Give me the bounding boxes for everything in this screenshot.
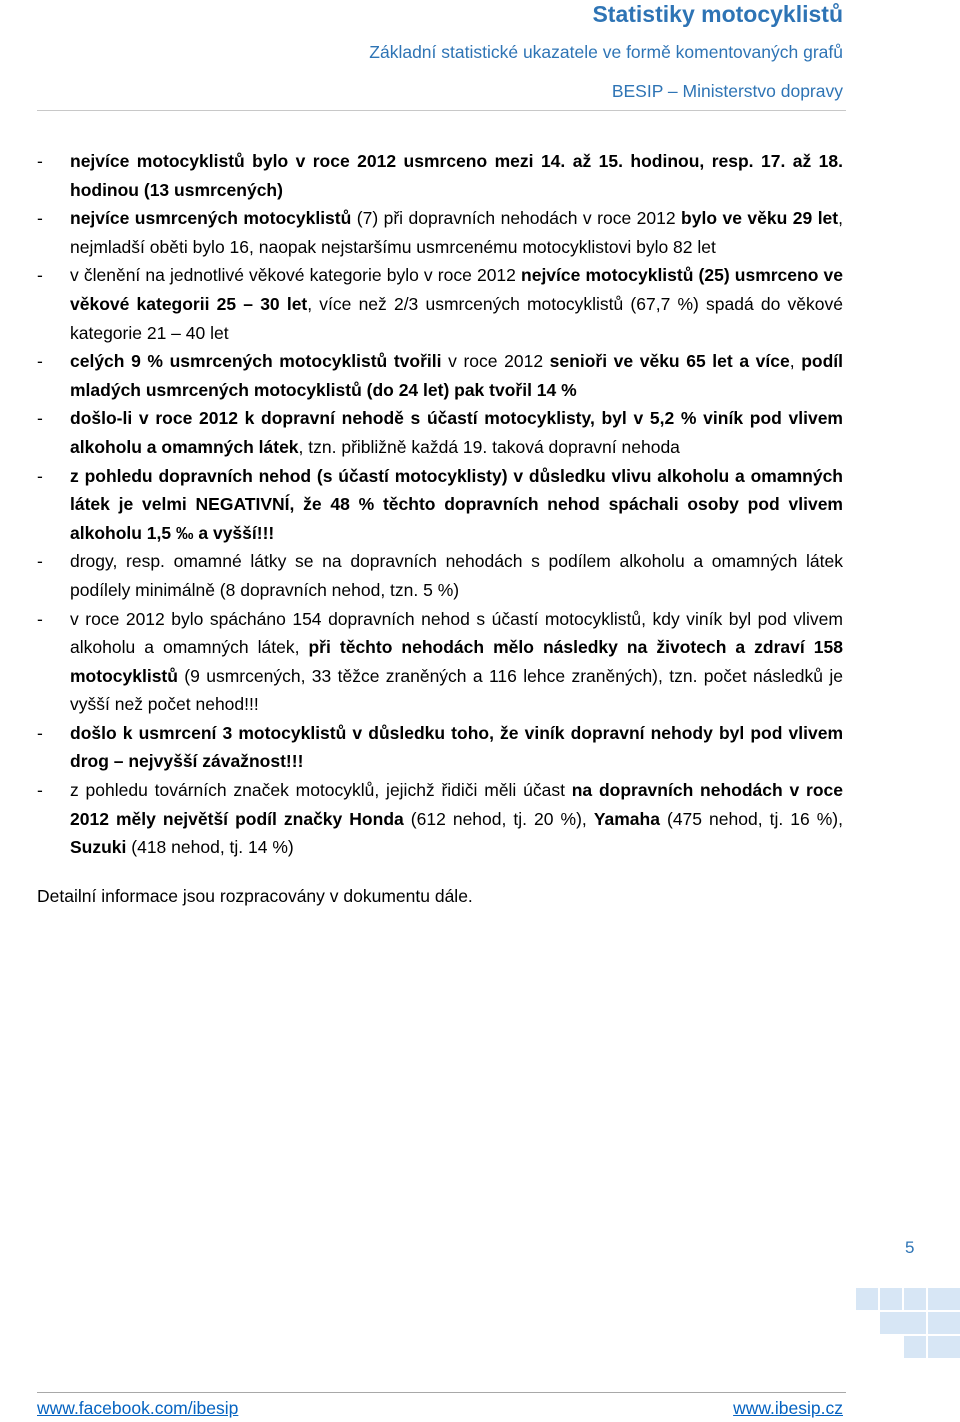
text-run: (418 nehod, tj. 14 %) [126,837,294,858]
bullet-list [37,147,843,862]
emphasized-text: nejvíce motocyklistů bylo v roce 2012 usmrceno mezi 14. až 15. hodinou, resp. 17. až 18. hodinou (13 usmrcených) [70,151,843,200]
closing-paragraph: Detailní informace jsou rozpracovány v dokumentu dále. [37,885,473,906]
emphasized-text: Yamaha [593,808,660,829]
emphasized-text: při těchto nehodách mělo následky na životech a zdraví 158 motocyklistů [70,637,843,686]
text-run: v roce 2012 [441,351,550,372]
list-item-text [70,347,843,404]
text-run: z pohledu továrních značek motocyklů, jejichž řidiči měli účast [70,780,572,801]
bullet-dash: - [37,465,43,486]
list-item-text [70,719,843,776]
bullet-dash: - [37,208,43,229]
list-item [37,347,843,404]
list-item-text [70,147,843,204]
emphasized-text: Suzuki [70,837,127,858]
document-title: Statistiky motocyklistů [592,1,843,27]
emphasized-text: podíl mladých usmrcených motocyklistů (do 24 let) pak tvořil 14 % [70,351,844,400]
header-divider [37,110,846,111]
text-run: (7) při dopravních nehodách v roce 2012 [351,208,682,229]
list-item-text [70,776,843,862]
list-item-text [70,261,843,347]
bullet-dash: - [37,351,43,372]
emphasized-text: došlo-li v roce 2012 k dopravní nehodě s účastí motocyklisty, byl v 5,2 % viník pod vlivem alkoholu a omamných látek [70,408,843,457]
page-number: 5 [905,1238,915,1257]
website-link[interactable]: www.ibesip.cz [733,1398,843,1418]
text-run: , tzn. přibližně každá 19. taková dopravní nehoda [298,436,680,457]
emphasized-text: na dopravních nehodách v roce 2012 měly největší podíl značky Honda [70,780,843,829]
facebook-link[interactable]: www.facebook.com/ibesip [37,1398,239,1418]
emphasized-text: bylo ve věku 29 let [681,208,839,229]
footer-divider [37,1392,846,1393]
bullet-dash: - [37,722,43,743]
emphasized-text: celých 9 % usmrcených motocyklistů tvořili [70,351,442,372]
bullet-dash: - [37,265,43,286]
document-subtitle: Základní statistické ukazatele ve formě komentovaných grafů [369,42,843,62]
text-run: (475 nehod, tj. 16 %), [659,808,843,829]
list-item [37,204,843,261]
list-item [37,605,843,719]
list-item-text [70,204,843,261]
list-item-text [70,547,843,604]
emphasized-text: došlo k usmrcení 3 motocyklistů v důsledku toho, že viník dopravní nehody byl pod vlivem drog – nejvyšší závažnost!!! [70,722,843,772]
emphasized-text: z pohledu dopravních nehod (s účastí motocyklisty) v důsledku vlivu alkoholu a omamných látek je velmi NEGATIVNÍ, že 48 % těchto dopravních nehod spáchali osoby pod vlivem alkoholu 1,5 ‰ a vyšší!!! [70,465,843,543]
organization-label: BESIP – Ministerstvo dopravy [611,81,843,101]
list-item [37,261,843,347]
list-item-text [70,605,843,719]
list-item [37,147,843,204]
bullet-dash: - [37,551,43,572]
decorative-grid-graphic [856,1288,960,1358]
text-run: (9 usmrcených, 33 těžce zraněných a 116 lehce zraněných), tzn. počet následků je vyšší než počet nehod!!! [70,665,843,715]
text-run: , [789,351,802,372]
bullet-dash: - [37,608,43,629]
bullet-dash: - [37,151,43,171]
list-item [37,547,843,604]
main-content [37,147,843,910]
text-run: , více než 2/3 usmrcených motocyklistů (67,7 %) spadá do věkové kategorie 21 – 40 let [70,293,843,343]
list-item [37,776,843,862]
text-run: v členění na jednotlivé věkové kategorie bylo v roce 2012 [70,265,522,286]
text-run: (612 nehod, tj. 20 %), [403,808,594,829]
bullet-dash: - [37,780,43,801]
list-item [37,404,843,461]
page-header [369,0,843,101]
list-item [37,719,843,776]
text-run: v roce 2012 bylo spácháno 154 dopravních nehod s účastí motocyklistů, kdy viník byl pod vlivem alkoholu a omamných látek, [70,608,843,658]
list-item-text [70,404,843,461]
text-run: , nejmladší oběti bylo 16, naopak nejstaršímu usmrcenému motocyklistovi bylo 82 let [70,208,843,257]
list-item [37,462,843,548]
emphasized-text: nejvíce motocyklistů (25) usmrceno ve věkové kategorii 25 – 30 let [70,265,843,314]
text-run: drogy, resp. omamné látky se na dopravních nehodách s podílem alkoholu a omamných látek podílely minimálně (8 dopravních nehod, tzn. 5 %) [70,551,843,600]
emphasized-text: senioři ve věku 65 let a více [549,351,790,372]
bullet-dash: - [37,408,43,429]
emphasized-text: nejvíce usmrcených motocyklistů [70,208,352,229]
list-item-text [70,462,843,548]
